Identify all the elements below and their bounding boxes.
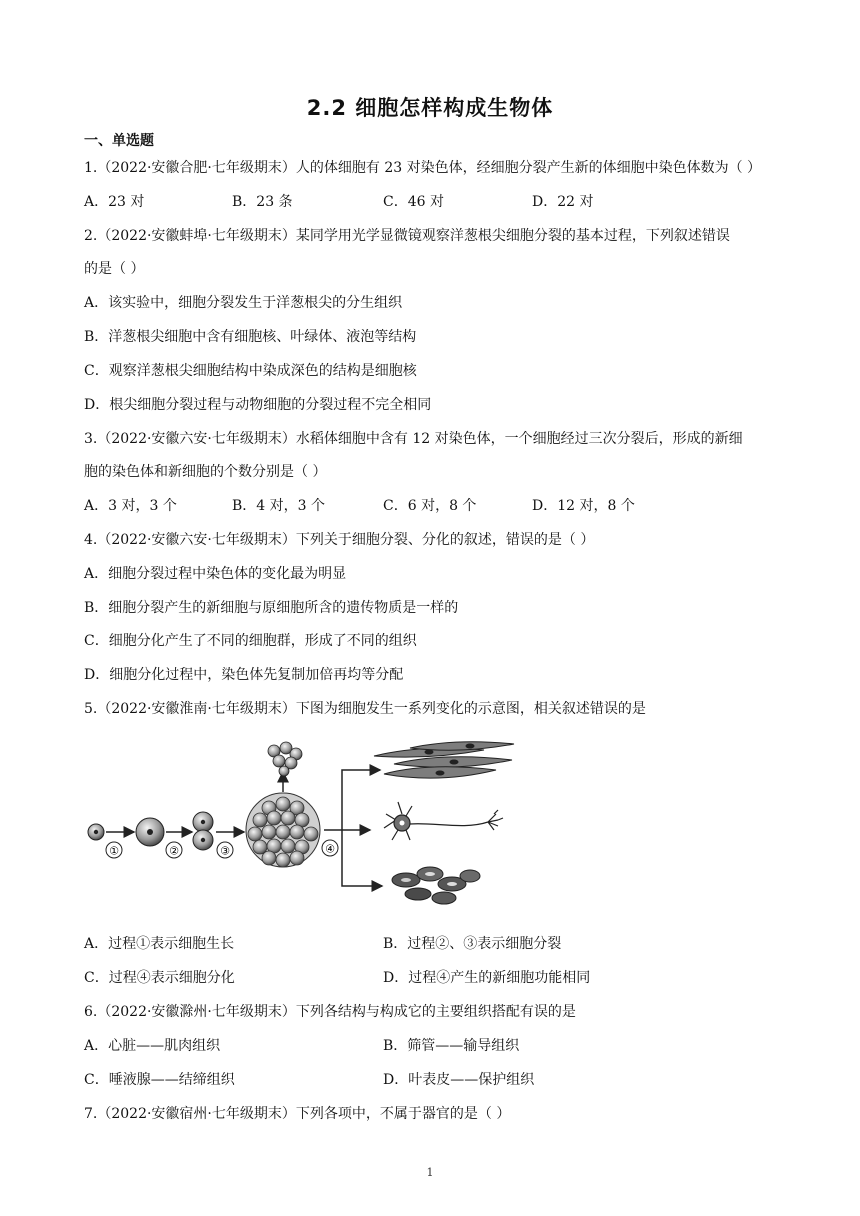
question-5-option-b: B．过程②、③表示细胞分裂 bbox=[383, 936, 562, 952]
nerve-cell bbox=[384, 802, 503, 840]
question-5-option-c: C．过程④表示细胞分化 bbox=[84, 970, 235, 986]
page-title: 2.2 细胞怎样构成生物体 bbox=[306, 96, 554, 120]
question-5-option-d: D．过程④产生的新细胞功能相同 bbox=[383, 970, 591, 986]
question-4-option-d: D．细胞分化过程中，染色体先复制加倍再均等分配 bbox=[84, 667, 404, 683]
question-3-option-a: A．3 对，3 个 bbox=[84, 498, 177, 514]
blood-cells bbox=[392, 867, 480, 904]
question-3-option-c: C．6 对，8 个 bbox=[383, 498, 477, 514]
process-label-4: ④ bbox=[325, 842, 335, 856]
question-2-stem-line1: 2.（2022·安徽蚌埠·七年级期末）某同学用光学显微镜观察洋葱根尖细胞分裂的基本过程，下列叙述错误 bbox=[84, 228, 730, 244]
question-6-option-c: C．唾液腺——结缔组织 bbox=[84, 1072, 235, 1088]
question-4-option-b: B．细胞分裂产生的新细胞与原细胞所含的遗传物质是一样的 bbox=[84, 600, 459, 616]
question-1-option-c: C．46 对 bbox=[383, 194, 444, 210]
question-3-stem-line2: 胞的染色体和新细胞的个数分别是（ ） bbox=[84, 464, 327, 480]
page-number: 1 bbox=[426, 1166, 434, 1179]
question-1-option-b: B．23 条 bbox=[232, 194, 293, 210]
question-1-stem: 1.（2022·安徽合肥·七年级期末）人的体细胞有 23 对染色体，经细胞分裂产生新的体细胞中染色体数为（ ） bbox=[84, 160, 762, 176]
question-2-option-a: A．该实验中，细胞分裂发生于洋葱根尖的分生组织 bbox=[84, 295, 403, 311]
process-label-2: ② bbox=[169, 844, 179, 858]
question-4-option-c: C．细胞分化产生了不同的细胞群，形成了不同的组织 bbox=[84, 633, 417, 649]
question-3-option-d: D．12 对，8 个 bbox=[532, 498, 635, 514]
process-label-3: ③ bbox=[220, 844, 230, 858]
section-heading: 一、单选题 bbox=[84, 133, 154, 149]
muscle-cells bbox=[374, 742, 514, 778]
question-1-option-d: D．22 对 bbox=[532, 194, 594, 210]
question-2-option-c: C．观察洋葱根尖细胞结构中染成深色的结构是细胞核 bbox=[84, 363, 417, 379]
question-6-stem: 6.（2022·安徽滁州·七年级期末）下列各结构与构成它的主要组织搭配有误的是 bbox=[84, 1004, 576, 1020]
question-6-option-a: A．心脏——肌肉组织 bbox=[84, 1038, 221, 1054]
question-7-stem: 7.（2022·安徽宿州·七年级期末）下列各项中，不属于器官的是（ ） bbox=[84, 1106, 511, 1122]
question-2-stem-line2: 的是（ ） bbox=[84, 261, 145, 277]
question-1-option-a: A．23 对 bbox=[84, 194, 145, 210]
question-4-stem: 4.（2022·安徽六安·七年级期末）下列关于细胞分裂、分化的叙述，错误的是（ ） bbox=[84, 532, 595, 548]
question-4-option-a: A．细胞分裂过程中染色体的变化最为明显 bbox=[84, 566, 347, 582]
question-5-option-a: A．过程①表示细胞生长 bbox=[84, 936, 235, 952]
cell-cluster-small bbox=[268, 742, 302, 776]
question-5-stem: 5.（2022·安徽淮南·七年级期末）下图为细胞发生一系列变化的示意图，相关叙述错误的是 bbox=[84, 701, 646, 717]
question-6-option-d: D．叶表皮——保护组织 bbox=[383, 1072, 535, 1088]
question-2-option-b: B．洋葱根尖细胞中含有细胞核、叶绿体、液泡等结构 bbox=[84, 329, 417, 345]
question-2-option-d: D．根尖细胞分裂过程与动物细胞的分裂过程不完全相同 bbox=[84, 397, 432, 413]
cell-change-diagram bbox=[84, 738, 520, 914]
question-3-stem-line1: 3.（2022·安徽六安·七年级期末）水稻体细胞中含有 12 对染色体，一个细胞经过三次分裂后，形成的新细 bbox=[84, 431, 743, 447]
question-6-option-b: B．筛管——输导组织 bbox=[383, 1038, 520, 1054]
question-3-option-b: B．4 对，3 个 bbox=[232, 498, 326, 514]
process-label-1: ① bbox=[109, 844, 119, 858]
cell-mass bbox=[246, 793, 320, 867]
